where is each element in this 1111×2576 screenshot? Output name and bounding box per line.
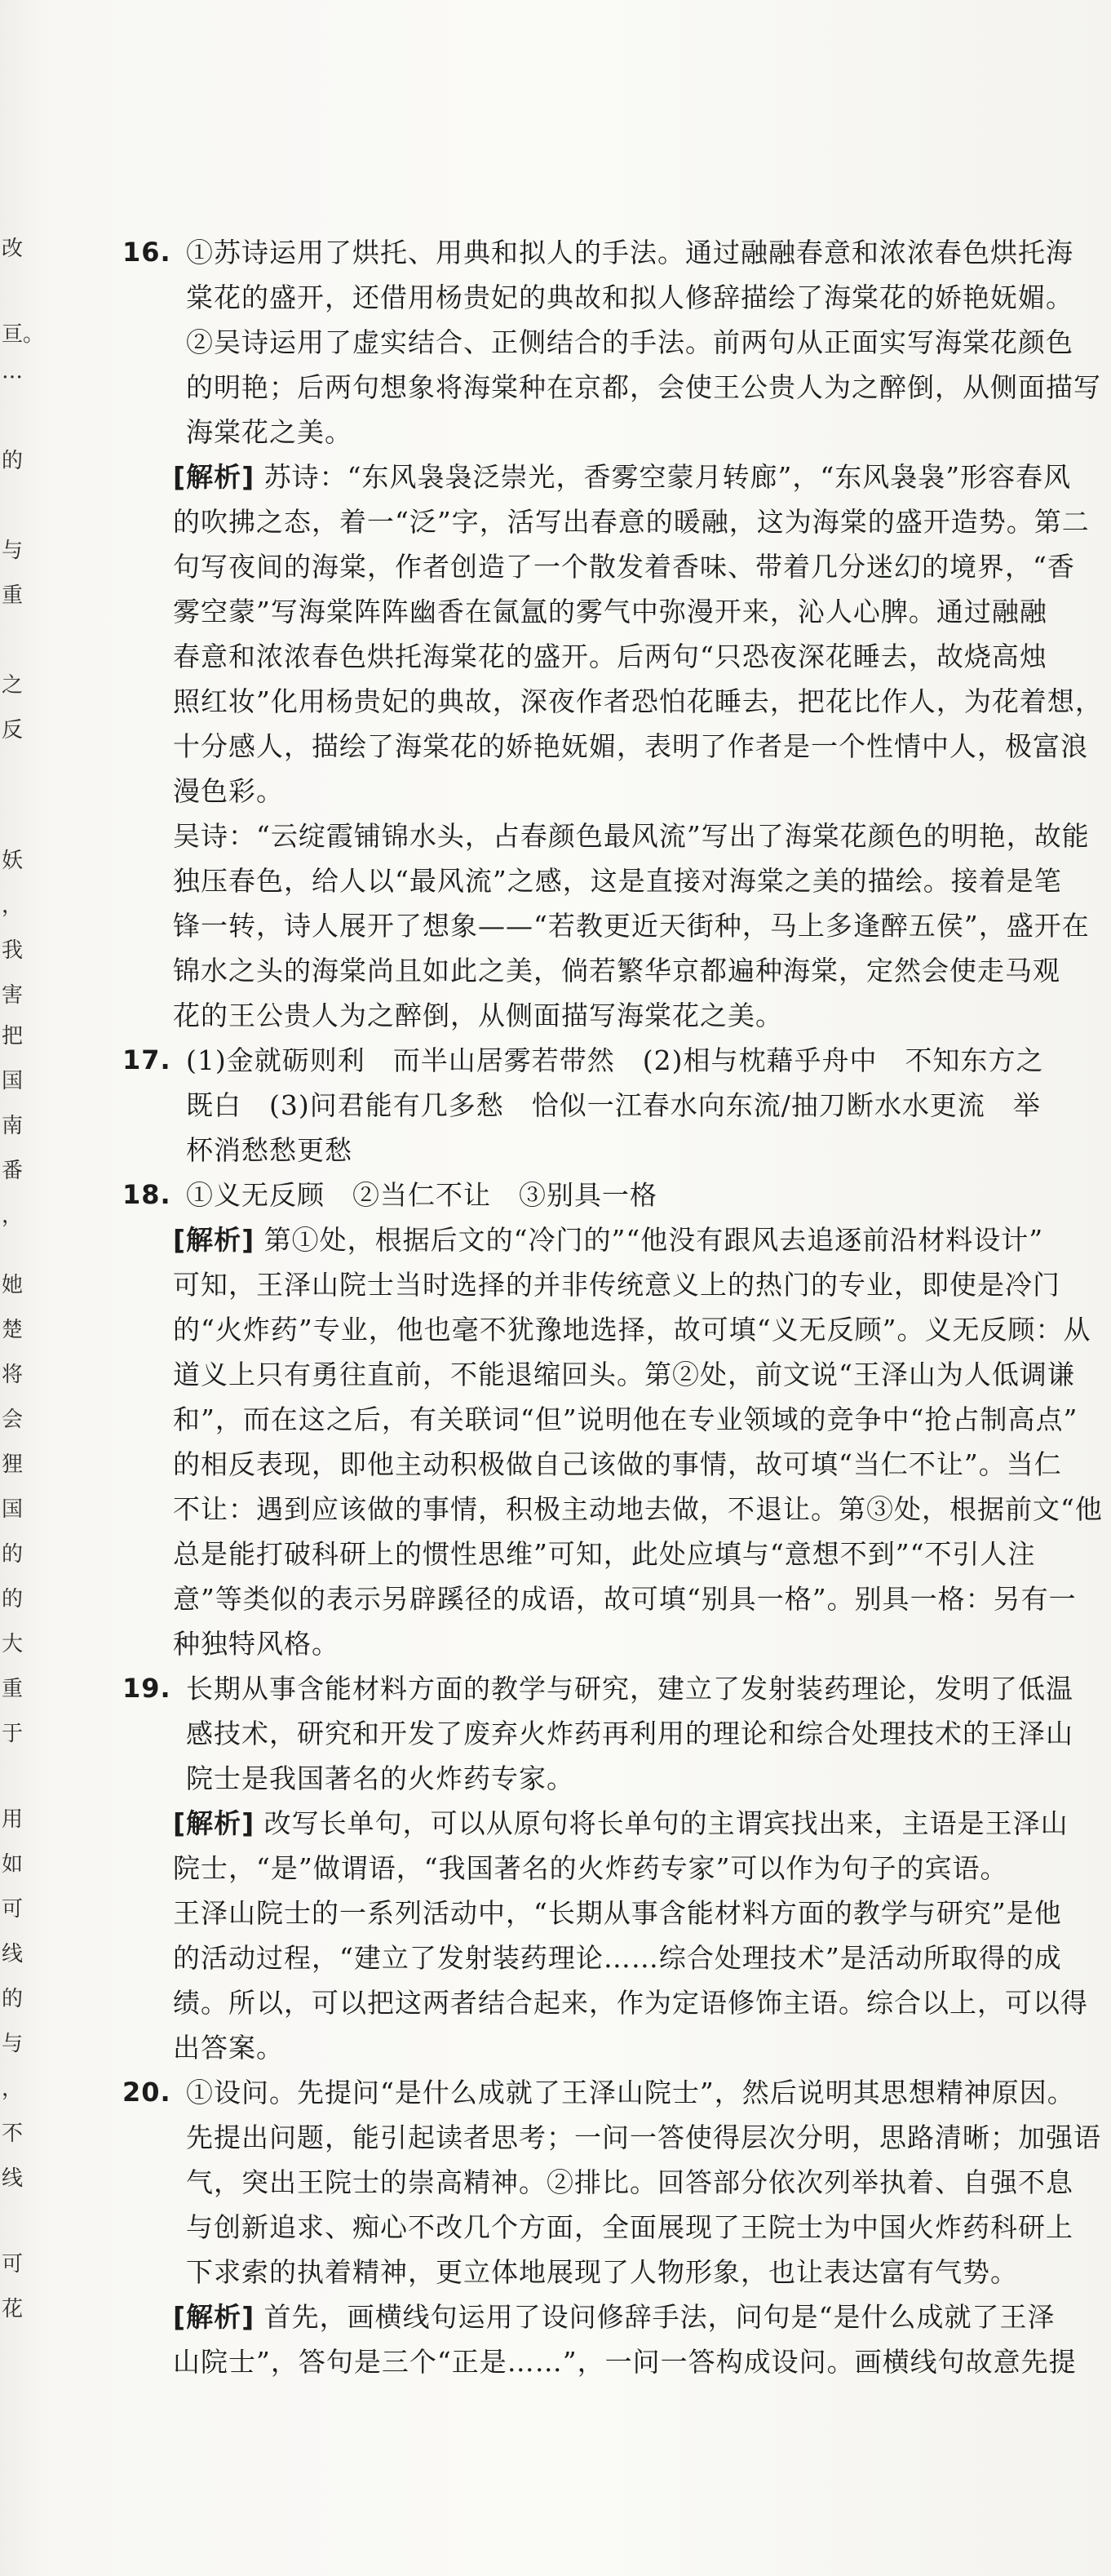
answer-line: 长期从事含能材料方面的教学与研究，建立了发射装药理论，发明了低温 bbox=[186, 1673, 1073, 1705]
margin-char: 番 bbox=[2, 1159, 24, 1183]
margin-char: 会 bbox=[2, 1408, 24, 1432]
question-number: 18. bbox=[122, 1179, 171, 1210]
margin-char: 花 bbox=[2, 2297, 24, 2321]
margin-char: 的 bbox=[2, 449, 24, 473]
margin-char: 线 bbox=[2, 1942, 24, 1966]
margin-char: 重 bbox=[2, 1677, 24, 1701]
question-number: 20. bbox=[122, 2077, 171, 2108]
answer-line: 既白 (3)问君能有几多愁 恰似一江春水向东流/抽刀断水水更流 举 bbox=[186, 1089, 1041, 1121]
question-17 bbox=[122, 1038, 1093, 1173]
analysis-line: 花的王公贵人为之醉倒，从侧面描写海棠花之美。 bbox=[173, 1000, 783, 1031]
analysis-line: 绩。所以，可以把这两者结合起来，作为定语修饰主语。综合以上，可以得 bbox=[173, 1987, 1088, 2019]
margin-char: 于 bbox=[2, 1722, 24, 1746]
left-margin-bleed bbox=[0, 0, 49, 2576]
analysis-first-line: [解析] 首先，画横线句运用了设问修辞手法，问句是“是什么成就了王泽 bbox=[173, 2301, 1056, 2333]
margin-char: 国 bbox=[2, 1497, 24, 1522]
answer-line: 海棠花之美。 bbox=[186, 416, 352, 448]
analysis-label: [解析] bbox=[173, 2301, 255, 2333]
analysis-line: 山院士”，答句是三个“正是……”，一问一答构成设问。画横线句故意先提 bbox=[173, 2346, 1077, 2378]
analysis-line: 院士，“是”做谓语，“我国著名的火炸药专家”可以作为句子的宾语。 bbox=[173, 1852, 1008, 1884]
analysis-line: 王泽山院士的一系列活动中，“长期从事含能材料方面的教学与研究”是他 bbox=[173, 1897, 1062, 1929]
analysis-line: 总是能打破科研上的惯性思维”可知，此处应填与“意想不到”“不引人注 bbox=[173, 1538, 1036, 1570]
margin-char: 的 bbox=[2, 1587, 24, 1612]
question-16 bbox=[122, 230, 1103, 1038]
analysis-line: 不让：遇到应该做的事情，积极主动地去做，不退让。第③处，根据前文“他 bbox=[173, 1493, 1103, 1525]
margin-char: 用 bbox=[2, 1807, 24, 1832]
analysis-label: [解析] bbox=[173, 1807, 255, 1839]
answer-line: ②吴诗运用了虚实结合、正侧结合的手法。前两句从正面实写海棠花颜色 bbox=[186, 326, 1073, 358]
analysis-line: 吴诗：“云绽霞铺锦水头，占春颜色最风流”写出了海棠花颜色的明艳，故能 bbox=[173, 820, 1090, 852]
margin-char: 害 bbox=[2, 983, 24, 1008]
answer-line: 感技术，研究和开发了废弃火炸药再利用的理论和综合处理技术的王泽山 bbox=[186, 1718, 1073, 1749]
margin-char: 大 bbox=[2, 1632, 24, 1656]
margin-char: 狸 bbox=[2, 1452, 24, 1477]
analysis-first-line: [解析] 苏诗：“东风袅袅泛崇光，香雾空蒙月转廊”，“东风袅袅”形容春风 bbox=[173, 461, 1072, 493]
analysis-line: 种独特风格。 bbox=[173, 1628, 339, 1660]
answer-line: 的明艳；后两句想象将海棠种在京都，会使王公贵人为之醉倒，从侧面描写 bbox=[186, 371, 1101, 403]
analysis-line: 出答案。 bbox=[173, 2032, 284, 2064]
analysis-line: 十分感人，描绘了海棠花的娇艳妩媚，表明了作者是一个性情中人，极富浪 bbox=[173, 730, 1088, 762]
answer-line: ①义无反顾 ②当仁不让 ③别具一格 bbox=[186, 1179, 657, 1211]
question-number: 17. bbox=[122, 1044, 171, 1075]
margin-char: 之 bbox=[2, 673, 24, 698]
margin-char: ， bbox=[2, 893, 24, 918]
analysis-line: 可知，王泽山院士当时选择的并非传统意义上的热门的专业，即使是冷门 bbox=[173, 1269, 1060, 1301]
margin-char: 的 bbox=[2, 1542, 24, 1567]
answer-line: 杯消愁愁更愁 bbox=[186, 1134, 352, 1166]
margin-char: 国 bbox=[2, 1069, 24, 1093]
margin-char: 可 bbox=[2, 1897, 24, 1922]
analysis-line: 道义上只有勇往直前，不能退缩回头。第②处，前文说“王泽山为人低调谦 bbox=[173, 1359, 1075, 1390]
analysis-line: 句写夜间的海棠，作者创造了一个散发着香味、带着几分迷幻的境界，“香 bbox=[173, 551, 1075, 583]
analysis-line: 的吹拂之态，着一“泛”字，活写出春意的暖融，这为海棠的盛开造势。第二 bbox=[173, 506, 1090, 538]
answer-line: 院士是我国著名的火炸药专家。 bbox=[186, 1762, 574, 1794]
analysis-line: 春意和浓浓春色烘托海棠花的盛开。后两句“只恐夜深花睡去，故烧高烛 bbox=[173, 641, 1047, 672]
margin-char: 亘。 bbox=[2, 322, 45, 347]
analysis-line: 漫色彩。 bbox=[173, 775, 284, 807]
margin-char: ， bbox=[2, 2077, 24, 2101]
analysis-line: 雾空蒙”写海棠阵阵幽香在氤氲的雾气中弥漫开来，沁人心脾。通过融融 bbox=[173, 596, 1047, 627]
analysis-line: 独压春色，给人以“最风流”之感，这是直接对海棠之美的描绘。接着是笔 bbox=[173, 865, 1062, 897]
margin-char: 的 bbox=[2, 1987, 24, 2011]
analysis-line: 的相反表现，即他主动积极做自己该做的事情，故可填“当仁不让”。当仁 bbox=[173, 1448, 1062, 1480]
answer-line: ①设问。先提问“是什么成就了王泽山院士”，然后说明其思想精神原因。 bbox=[186, 2077, 1075, 2108]
margin-char: 线 bbox=[2, 2166, 24, 2191]
margin-char: 把 bbox=[2, 1024, 24, 1049]
analysis-line: 的活动过程，“建立了发射装药理论……综合处理技术”是活动所取得的成 bbox=[173, 1942, 1062, 1974]
answer-line: 先提出问题，能引起读者思考；一问一答使得层次分明，思路清晰；加强语 bbox=[186, 2122, 1101, 2153]
question-number: 19. bbox=[122, 1673, 171, 1704]
margin-char: 重 bbox=[2, 583, 24, 608]
margin-char: 与 bbox=[2, 539, 24, 563]
answer-line: 下求索的执着精神，更立体地展现了人物形象，也让表达富有气势。 bbox=[186, 2256, 1018, 2288]
margin-char: 如 bbox=[2, 1852, 24, 1877]
margin-char: 不 bbox=[2, 2122, 24, 2146]
analysis-line: 照红妆”化用杨贵妃的典故，深夜作者恐怕花睡去，把花比作人，为花着想， bbox=[173, 685, 1103, 717]
margin-char: 改 bbox=[2, 237, 24, 261]
margin-char: 将 bbox=[2, 1363, 24, 1387]
answer-line: 棠花的盛开，还借用杨贵妃的典故和拟人修辞描绘了海棠花的娇艳妩媚。 bbox=[186, 282, 1073, 313]
analysis-first-line: [解析] 改写长单句，可以从原句将长单句的主谓宾找出来，主语是王泽山 bbox=[173, 1807, 1069, 1839]
margin-char: 她 bbox=[2, 1273, 24, 1297]
analysis-line: 意”等类似的表示另辟蹊径的成语，故可填“别具一格”。别具一格：另有一 bbox=[173, 1583, 1077, 1615]
margin-char: 南 bbox=[2, 1114, 24, 1138]
question-number: 16. bbox=[122, 237, 171, 268]
margin-char: 反 bbox=[2, 718, 24, 743]
margin-char: 与 bbox=[2, 2032, 24, 2056]
question-20 bbox=[122, 2070, 1101, 2384]
analysis-line: 和”，而在这之后，有关联词“但”说明他在专业领域的竞争中“抢占制高点” bbox=[173, 1403, 1078, 1435]
answer-line: (1)金就砺则利 而半山居雾若带然 (2)相与枕藉乎舟中 不知东方之 bbox=[186, 1044, 1044, 1076]
margin-char: … bbox=[2, 359, 23, 384]
answer-line: 气，突出王院士的崇高精神。②排比。回答部分依次列举执着、自强不息 bbox=[186, 2166, 1073, 2198]
analysis-label: [解析] bbox=[173, 461, 255, 493]
analysis-first-line: [解析] 第①处，根据后文的“冷门的”“他没有跟风去追逐前沿材料设计” bbox=[173, 1224, 1044, 1256]
margin-char: 我 bbox=[2, 938, 24, 963]
question-18 bbox=[122, 1173, 1103, 1666]
question-19 bbox=[122, 1666, 1093, 2070]
analysis-line: 的“火炸药”专业，他也毫不犹豫地选择，故可填“义无反顾”。义无反顾：从 bbox=[173, 1314, 1091, 1346]
margin-char: 可 bbox=[2, 2252, 24, 2277]
margin-char: ， bbox=[2, 1204, 24, 1228]
answer-line: 与创新追求、痴心不改几个方面，全面展现了王院士为中国火炸药科研上 bbox=[186, 2211, 1073, 2243]
answer-line: ①苏诗运用了烘托、用典和拟人的手法。通过融融春意和浓浓春色烘托海 bbox=[186, 237, 1073, 268]
analysis-label: [解析] bbox=[173, 1224, 255, 1256]
analysis-line: 锋一转，诗人展开了想象——“若教更近天街种，马上多逢醉五侯”，盛开在 bbox=[173, 910, 1090, 942]
margin-char: 楚 bbox=[2, 1318, 24, 1342]
margin-char: 妖 bbox=[2, 849, 24, 873]
analysis-line: 锦水之头的海棠尚且如此之美，倘若繁华京都遍种海棠，定然会使走马观 bbox=[173, 955, 1060, 987]
answer-content bbox=[122, 230, 1103, 2384]
